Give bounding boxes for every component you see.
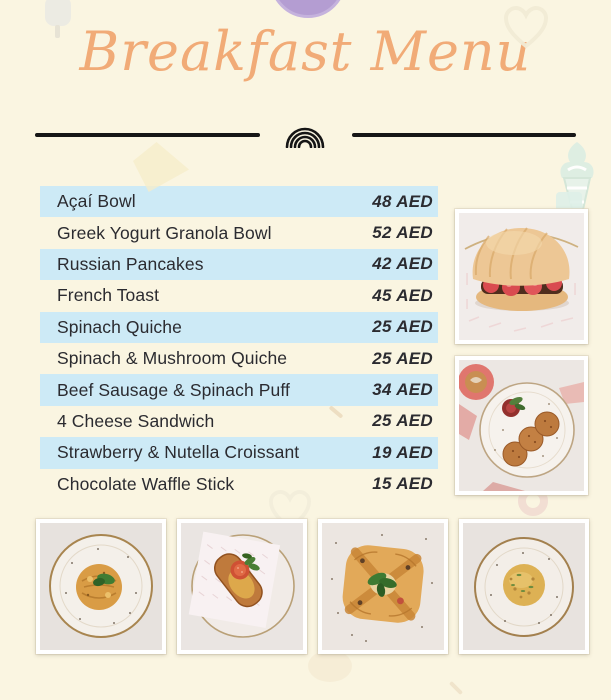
menu-row <box>40 406 438 437</box>
menu-item-price: 19 AED <box>372 442 433 462</box>
menu-item-price: 25 AED <box>372 317 433 337</box>
menu-item-name: Spinach Quiche <box>57 316 182 337</box>
confetti-shape <box>308 650 352 682</box>
popsicle-icon <box>45 0 71 26</box>
page-title: Breakfast Menu <box>79 20 532 83</box>
menu-item-name: Chocolate Waffle Stick <box>57 473 235 494</box>
rainbow-icon <box>284 122 326 148</box>
title-divider <box>35 122 576 148</box>
menu-item-price: 52 AED <box>372 223 433 243</box>
confetti-shape <box>449 681 463 695</box>
divider-line-left <box>35 133 260 137</box>
menu-row <box>40 437 438 468</box>
menu-item-price: 34 AED <box>372 380 433 400</box>
menu-item-price: 15 AED <box>372 474 433 494</box>
menu-item-price: 45 AED <box>372 285 433 305</box>
divider-line-right <box>352 133 577 137</box>
menu-list <box>40 186 438 500</box>
strawberry-croissant-sandwich-photo <box>455 209 588 344</box>
menu-row <box>40 312 438 343</box>
menu-item-name: Strawberry & Nutella Croissant <box>57 442 300 463</box>
heart-outline-icon <box>503 6 549 50</box>
menu-row <box>40 186 438 217</box>
menu-row <box>40 249 438 280</box>
menu-item-price: 25 AED <box>372 411 433 431</box>
menu-item-name: 4 Cheese Sandwich <box>57 410 215 431</box>
menu-item-name: Greek Yogurt Granola Bowl <box>57 222 272 243</box>
danish-pastry-photo <box>318 519 448 654</box>
menu-row <box>40 217 438 248</box>
quiche-plate-photo <box>36 519 166 654</box>
menu-item-name: Russian Pancakes <box>57 253 204 274</box>
confetti-shape <box>133 142 189 192</box>
menu-row <box>40 374 438 405</box>
menu-row <box>40 280 438 311</box>
menu-row <box>40 343 438 374</box>
frittata-plate-photo <box>459 519 589 654</box>
purple-dome-icon <box>270 0 346 18</box>
menu-item-price: 48 AED <box>372 191 433 211</box>
pancakes-with-latte-photo <box>455 356 588 495</box>
menu-item-price: 42 AED <box>372 254 433 274</box>
menu-item-name: Açaí Bowl <box>57 191 136 212</box>
menu-item-price: 25 AED <box>372 348 433 368</box>
menu-item-name: Beef Sausage & Spinach Puff <box>57 379 290 400</box>
tomato-toast-photo <box>177 519 307 654</box>
menu-row <box>40 469 438 500</box>
menu-item-name: French Toast <box>57 285 160 306</box>
menu-item-name: Spinach & Mushroom Quiche <box>57 348 288 369</box>
